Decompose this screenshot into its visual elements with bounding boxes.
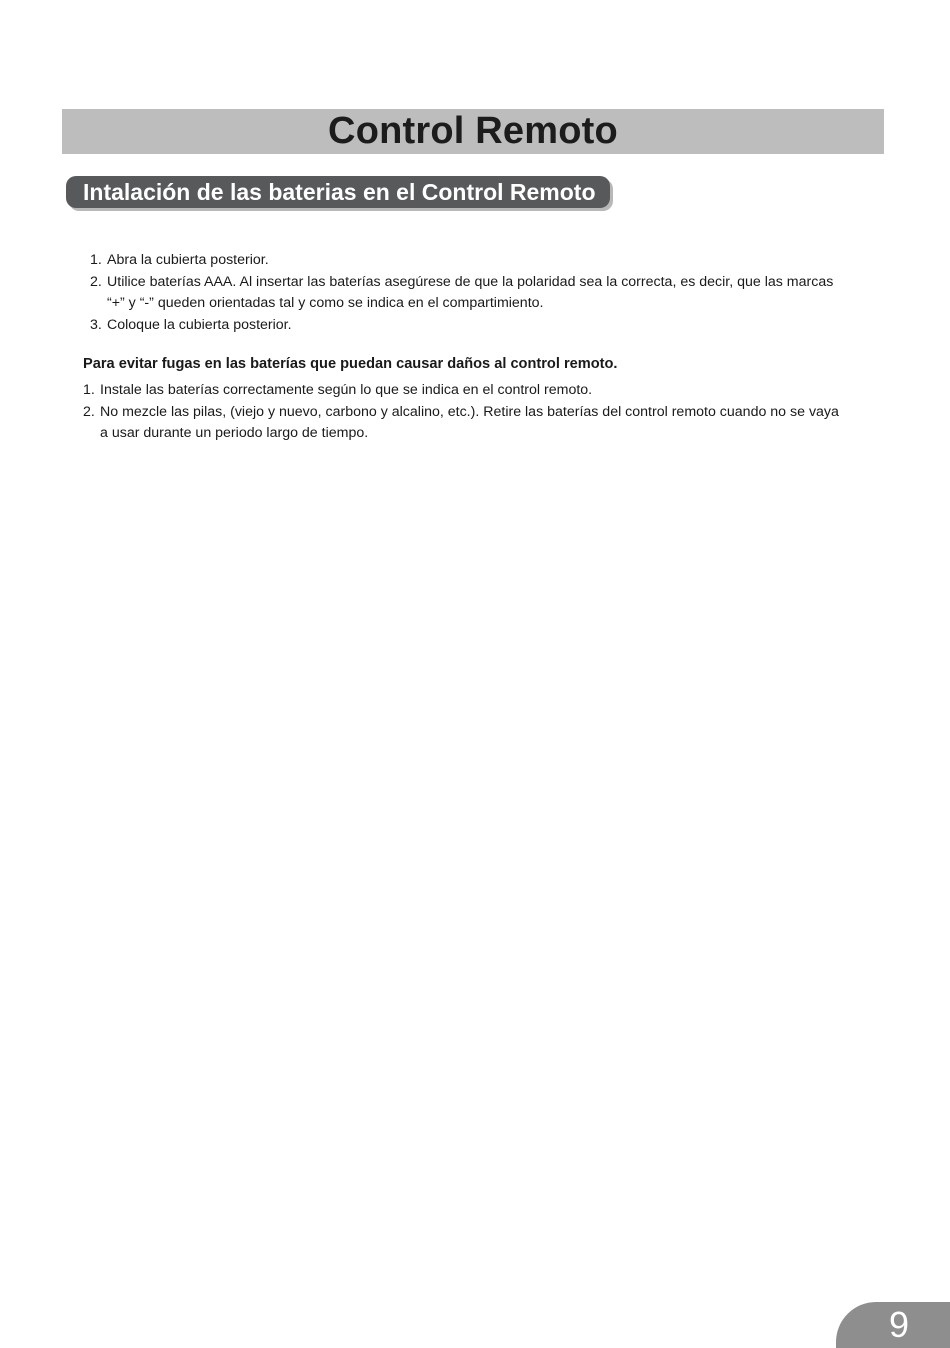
step-number: 2.: [90, 273, 102, 290]
page-title: Control Remoto: [328, 110, 618, 152]
warning-heading: Para evitar fugas en las baterías que puedan causar daños al control remoto.: [83, 356, 618, 372]
warning-number: 1.: [83, 382, 95, 398]
step-text: Utilice baterías AAA. Al insertar las baterías asegúrese de que la polaridad sea la correcta, es decir, que las marcas “+” y “-” queden orientadas tal y como se indica en el compartimiento.: [107, 273, 834, 311]
step-text: Abra la cubierta posterior.: [107, 252, 269, 268]
page-number: 9: [888, 1304, 910, 1345]
page-number-tab: [836, 1302, 950, 1348]
list-item: [90, 315, 850, 337]
section-title: Intalación de las baterias en el Control Remoto: [83, 178, 596, 205]
list-item: [83, 402, 843, 445]
installation-steps-list: [90, 250, 850, 336]
section-heading-pill: [66, 176, 610, 208]
title-bar: [62, 109, 884, 154]
warning-text: Instale las baterías correctamente según lo que se indica en el control remoto.: [100, 382, 593, 398]
list-item: [90, 250, 850, 272]
list-item: [90, 272, 850, 315]
warning-number: 2.: [83, 403, 95, 420]
warning-text: No mezcle las pilas, (viejo y nuevo, carbono y alcalino, etc.). Retire las baterías del control remoto cuando no se vaya a usar durante un periodo largo de tiempo.: [100, 403, 839, 441]
step-number: 1.: [90, 252, 102, 268]
list-item: [83, 380, 843, 402]
warnings-list: [83, 380, 843, 445]
step-text: Coloque la cubierta posterior.: [107, 316, 292, 333]
step-number: 3.: [90, 316, 102, 333]
